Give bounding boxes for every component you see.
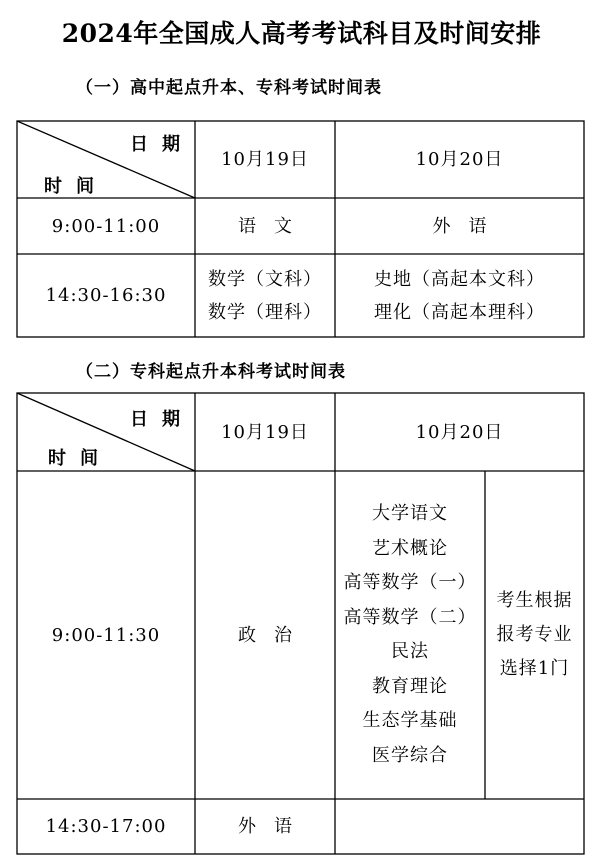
subject-item: 教育理论 <box>372 675 448 697</box>
table1-row1-day2: 外语 <box>432 215 505 237</box>
table1-col-header-day2: 10月20日 <box>415 149 504 170</box>
table2-row1-day1: 政治 <box>238 624 310 646</box>
section-title-1: （一）高中起点升本、专科考试时间表 <box>76 78 382 98</box>
note-line: 报考专业 <box>496 624 573 645</box>
table1-row2-time: 14:30-16:30 <box>45 285 167 306</box>
table1-row2-day2 <box>335 254 584 337</box>
subject-item: 高等数学（二） <box>343 606 477 628</box>
note-line: 选择1门 <box>499 658 570 679</box>
table2-row2-time: 14:30-17:00 <box>45 816 167 837</box>
table1-row1-time: 9:00-11:00 <box>51 215 161 237</box>
table2-row2-day2 <box>335 799 584 854</box>
section-title-2: （二）专科起点升本科考试时间表 <box>76 362 346 382</box>
table1-row2-day2-item: 理化（高起本理科） <box>374 301 545 323</box>
table2-row2-day1: 外语 <box>238 816 310 837</box>
table1-header-date: 日期 <box>130 134 194 155</box>
subject-item: 医学综合 <box>372 744 448 766</box>
table1-row2-day1 <box>195 254 335 337</box>
table2-col-header-day2: 10月20日 <box>415 421 504 443</box>
table2-row1-time: 9:00-11:30 <box>51 624 161 646</box>
table2-row1-note <box>485 471 584 799</box>
table2-header-date: 日期 <box>130 409 194 430</box>
subject-item: 民法 <box>391 641 429 662</box>
table1-row1-day1: 语文 <box>238 215 310 237</box>
table1-row2-day1-item: 数学（文科） <box>208 268 322 290</box>
note-line: 考生根据 <box>496 590 573 611</box>
subject-item: 大学语文 <box>372 503 448 524</box>
table2-header-time: 时间 <box>48 448 112 469</box>
subject-item: 生态学基础 <box>362 710 458 731</box>
table2-col-header-day1: 10月19日 <box>221 421 309 443</box>
table1-col-header-day1: 10月19日 <box>221 149 309 170</box>
table1-row2-day2-item: 史地（高起本文科） <box>374 268 545 290</box>
table1-header-time: 时间 <box>44 176 108 197</box>
subject-item: 艺术概论 <box>372 537 448 559</box>
table2-row1-day2-subjects <box>335 471 485 799</box>
subject-item: 高等数学（一） <box>343 572 477 593</box>
table1-row2-day1-item: 数学（理科） <box>208 301 322 323</box>
page-title: 2024年全国成人高考考试科目及时间安排 <box>61 19 542 48</box>
